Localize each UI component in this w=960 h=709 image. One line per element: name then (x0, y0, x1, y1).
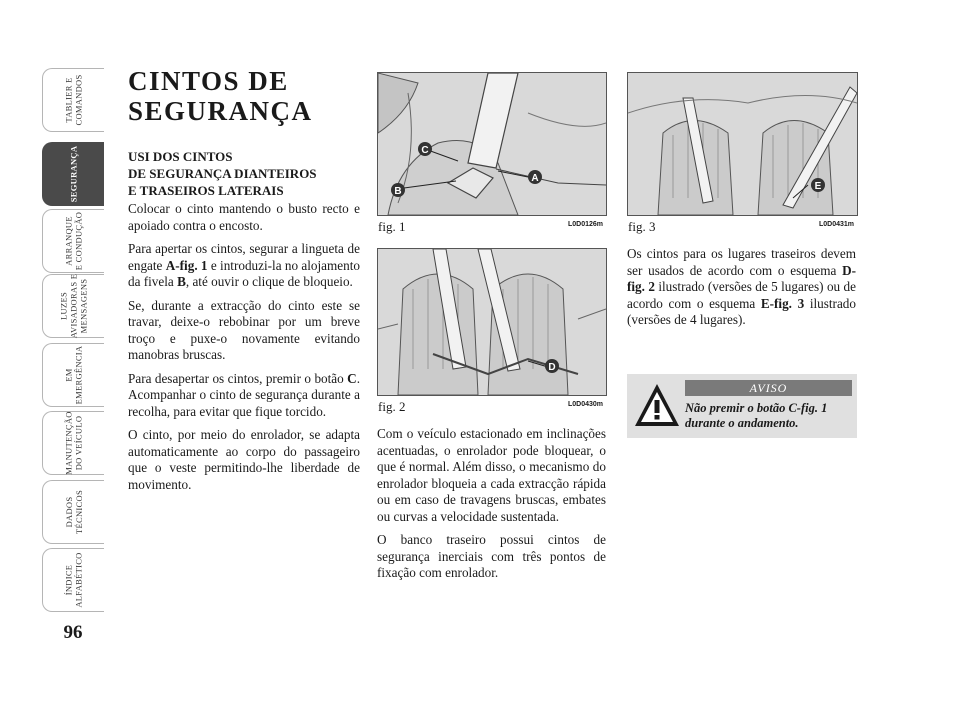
tab-dados-tecnicos[interactable] (42, 480, 104, 544)
paragraph: Os cintos para os lugares traseiros devem ser usados de acordo com o esquema D-fig. 2 ilustrado (versões de 5 lugares) ou de acordo com o esquema E-fig. 3 ilustrado (versões de 4 lugares). (627, 246, 856, 327)
tab-label: TABLIER E COMANDOS (63, 74, 84, 126)
warning-text: Não premir o botão C-fig. 1 durante o andamento. (685, 401, 828, 430)
callout-a: A (531, 173, 539, 184)
paragraph: O banco traseiro possui cintos de segurança inerciais com três pontos de fixação com enrolador. (377, 532, 606, 580)
tab-label: ARRANQUE E CONDUÇÃO (63, 211, 84, 271)
figure-3-label: fig. 3 (628, 219, 656, 234)
figure-2-code: L0D0430m (568, 401, 604, 408)
tab-em-emergencia[interactable] (42, 343, 104, 407)
callout-d: D (548, 362, 556, 373)
page-number: 96 (63, 622, 83, 643)
figure-2-label: fig. 2 (378, 399, 406, 414)
figure-3-code: L0D0431m (819, 221, 855, 228)
tab-label: DADOS TÉCNICOS (63, 490, 84, 534)
section-subtitle: USI DOS CINTOS DE SEGURANÇA DIANTEIROS E TRASEIROS LATERAIS (128, 149, 317, 198)
tab-label: SEGURANÇA (68, 145, 79, 203)
main-text-column (128, 66, 360, 500)
tab-manutencao-veiculo[interactable] (42, 411, 104, 475)
callout-c: C (421, 145, 429, 156)
tab-tablier-comandos[interactable] (42, 68, 104, 132)
tab-label: EM EMERGÊNCIA (63, 345, 84, 405)
warning-triangle-icon (633, 382, 681, 428)
tab-label: LUZES AVISADORAS E MENSAGENS (58, 273, 89, 339)
callout-e: E (814, 181, 822, 192)
figure-3-rear-seat-4-seats (627, 72, 858, 216)
callout-b: B (394, 186, 402, 197)
paragraph: Com o veículo estacionado em inclinações acentuadas, o enrolador pode bloquear, o que é normal. Além disso, o mecanismo do enrolador bloqueia a cada extracção rápida ou em caso de travagens bruscas, embates ou curvas a velocidade sustentada. (377, 426, 606, 524)
right-text-column (627, 246, 856, 336)
tab-indice-alfabetico[interactable] (42, 548, 104, 612)
paragraph: Colocar o cinto mantendo o busto recto e apoiado contra o encosto. (128, 201, 360, 233)
tab-luzes-avisadoras[interactable] (42, 274, 104, 338)
figure-1-buckle-illustration (377, 72, 607, 216)
middle-text-column (377, 426, 606, 589)
warning-heading: AVISO (685, 380, 852, 396)
paragraph: Para desapertar os cintos, premir o botão C. Acompanhar o cinto de segurança durante a recolha, para evitar que fique torcido. (128, 370, 360, 419)
paragraph: O cinto, por meio do enrolador, se adapta automaticamente ao corpo do passageiro que o veste permitindo-lhe liberdade de movimento. (128, 427, 360, 492)
tab-label: ÍNDICE ALFABÉTICO (63, 552, 84, 608)
tab-arranque-conducao[interactable] (42, 209, 104, 273)
figure-1-code: L0D0126m (568, 221, 604, 228)
paragraph: Se, durante a extracção do cinto este se travar, deixe-o rebobinar por um breve troço e puxe-o novamente evitando manobras bruscas. (128, 297, 360, 362)
tab-seguranca[interactable] (42, 142, 104, 206)
page-title: CINTOS DE SEGURANÇA (128, 66, 313, 126)
tab-label: MANUTENÇÃO DO VEÍCULO (63, 411, 84, 475)
figure-2-rear-seat-5-seats (377, 248, 607, 396)
paragraph: Para apertar os cintos, segurar a lingueta de engate A-fig. 1 e introduzi-la no alojamento da fivela B, até ouvir o clique de bloqueio. (128, 241, 360, 289)
figure-1-label: fig. 1 (378, 219, 406, 234)
warning-box (627, 374, 857, 438)
